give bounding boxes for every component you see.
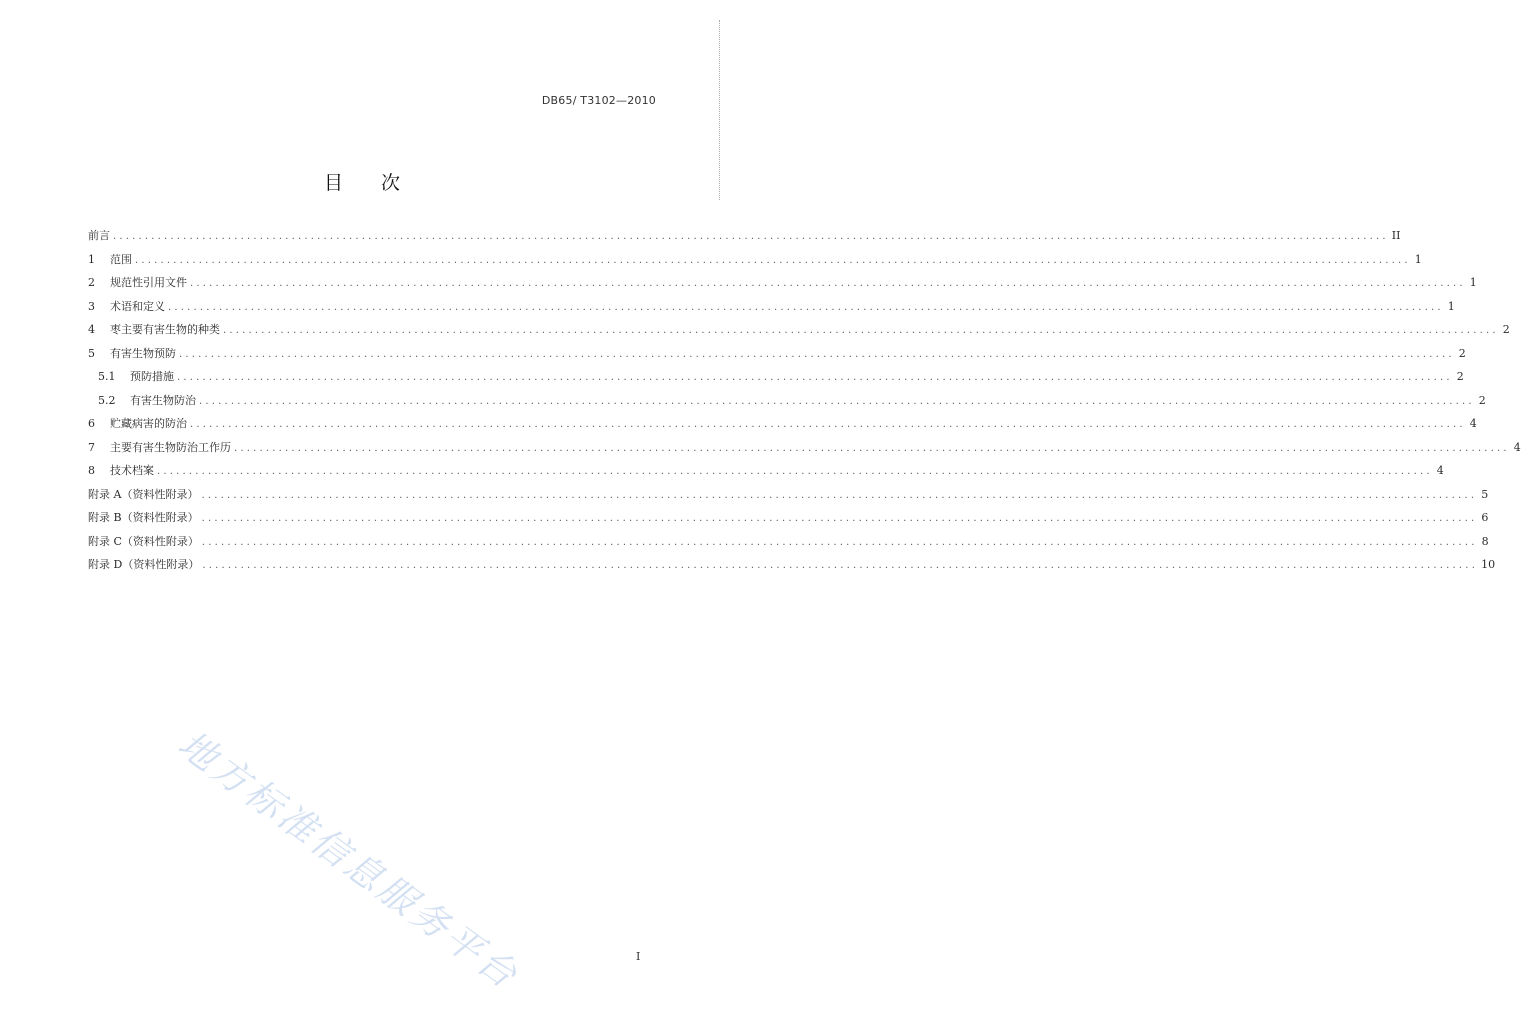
toc-entry-label: 预防措施 — [130, 370, 174, 383]
toc-entry-label: 前言 — [88, 229, 110, 242]
standard-code: DB65/ T3102—2010 — [541, 94, 656, 107]
toc-row[interactable] — [88, 251, 1422, 275]
toc-section-number: 5.1 — [98, 370, 116, 383]
page-title — [0, 168, 724, 195]
toc-entry-label: 附录 B（资料性附录） — [88, 511, 199, 524]
toc-dot-leader: ........................................................................................................................................................................................................ — [201, 536, 1478, 548]
toc-row[interactable] — [88, 227, 1401, 251]
toc-row[interactable] — [88, 321, 1510, 345]
toc-section-number: 3 — [88, 299, 95, 313]
toc-row[interactable] — [88, 298, 1455, 322]
table-of-contents — [88, 227, 1521, 580]
toc-page-number: 1 — [1447, 299, 1455, 313]
toc-dot-leader: ........................................................................................................................................................................................................ — [201, 513, 1478, 524]
toc-page-number: 4 — [1436, 464, 1444, 477]
toc-section-number: 4 — [88, 323, 95, 336]
toc-entry-label: 附录 A（资料性附录） — [88, 487, 199, 501]
toc-dot-leader: ........................................................................................................................................................................................................ — [190, 419, 1466, 430]
toc-row[interactable] — [88, 462, 1444, 486]
toc-dot-leader: ........................................................................................................................................................................................................ — [113, 231, 1389, 242]
toc-dot-leader: ........................................................................................................................................................................................................ — [223, 325, 1499, 336]
toc-dot-leader: ........................................................................................................................................................................................................ — [177, 372, 1453, 383]
toc-page-number: 2 — [1458, 346, 1466, 360]
toc-page-number: II — [1391, 229, 1401, 242]
toc-row[interactable] — [88, 439, 1521, 463]
toc-entry-label: 术语和定义 — [110, 299, 165, 313]
toc-section-number: 5 — [88, 346, 95, 360]
toc-entry-label: 枣主要有害生物的种类 — [110, 323, 220, 336]
toc-entry-label: 附录 D（资料性附录） — [88, 558, 200, 571]
toc-entry-label: 范围 — [110, 252, 132, 266]
toc-entry-label: 主要有害生物防治工作历 — [110, 440, 231, 454]
toc-page-number: 2 — [1478, 393, 1486, 407]
toc-dot-leader: ........................................................................................................................................................................................................ — [135, 254, 1411, 266]
toc-page-number: 1 — [1469, 276, 1477, 289]
page-number: I — [636, 950, 641, 963]
toc-page-number: 5 — [1481, 487, 1489, 501]
toc-entry-label: 贮藏病害的防治 — [110, 417, 187, 430]
toc-row[interactable] — [88, 345, 1466, 369]
toc-row[interactable] — [88, 392, 1486, 416]
toc-page-number: 2 — [1502, 323, 1510, 336]
toc-dot-leader: ........................................................................................................................................................................................................ — [202, 560, 1479, 571]
toc-row[interactable] — [88, 486, 1489, 510]
toc-dot-leader: ........................................................................................................................................................................................................ — [234, 442, 1510, 454]
toc-section-number: 6 — [88, 417, 95, 430]
toc-entry-label: 有害生物防治 — [130, 393, 196, 407]
toc-dot-leader: ........................................................................................................................................................................................................ — [199, 395, 1475, 407]
toc-row[interactable] — [88, 415, 1477, 439]
toc-entry-label: 附录 C（资料性附录） — [88, 534, 199, 548]
toc-dot-leader: ........................................................................................................................................................................................................ — [168, 301, 1444, 313]
toc-page-number: 2 — [1456, 370, 1464, 383]
toc-row[interactable] — [88, 274, 1477, 298]
toc-row[interactable] — [88, 509, 1489, 533]
toc-row[interactable] — [88, 556, 1496, 580]
toc-page-number: 8 — [1481, 534, 1489, 548]
title-right-char: 次 — [381, 172, 401, 194]
toc-row[interactable] — [88, 533, 1489, 557]
toc-section-number: 2 — [88, 276, 95, 289]
toc-page-number: 6 — [1481, 511, 1489, 524]
toc-section-number: 8 — [88, 464, 95, 477]
watermark-text: 地方标准信息服务平台 — [170, 722, 528, 999]
toc-row[interactable] — [88, 368, 1464, 392]
toc-dot-leader: ........................................................................................................................................................................................................ — [201, 489, 1478, 501]
toc-section-number: 5.2 — [98, 393, 116, 407]
toc-page-number: 10 — [1481, 558, 1496, 571]
toc-dot-leader: ........................................................................................................................................................................................................ — [157, 466, 1433, 477]
toc-dot-leader: ........................................................................................................................................................................................................ — [179, 348, 1455, 360]
toc-dot-leader: ........................................................................................................................................................................................................ — [190, 278, 1466, 289]
toc-section-number: 7 — [88, 440, 95, 454]
toc-entry-label: 规范性引用文件 — [110, 276, 187, 289]
toc-section-number: 1 — [88, 252, 95, 266]
title-left-char: 目 — [323, 172, 343, 194]
toc-entry-label: 有害生物预防 — [110, 346, 176, 360]
toc-page-number: 4 — [1469, 417, 1477, 430]
toc-page-number: 1 — [1414, 252, 1422, 266]
toc-page-number: 4 — [1513, 440, 1521, 454]
toc-entry-label: 技术档案 — [110, 464, 154, 477]
